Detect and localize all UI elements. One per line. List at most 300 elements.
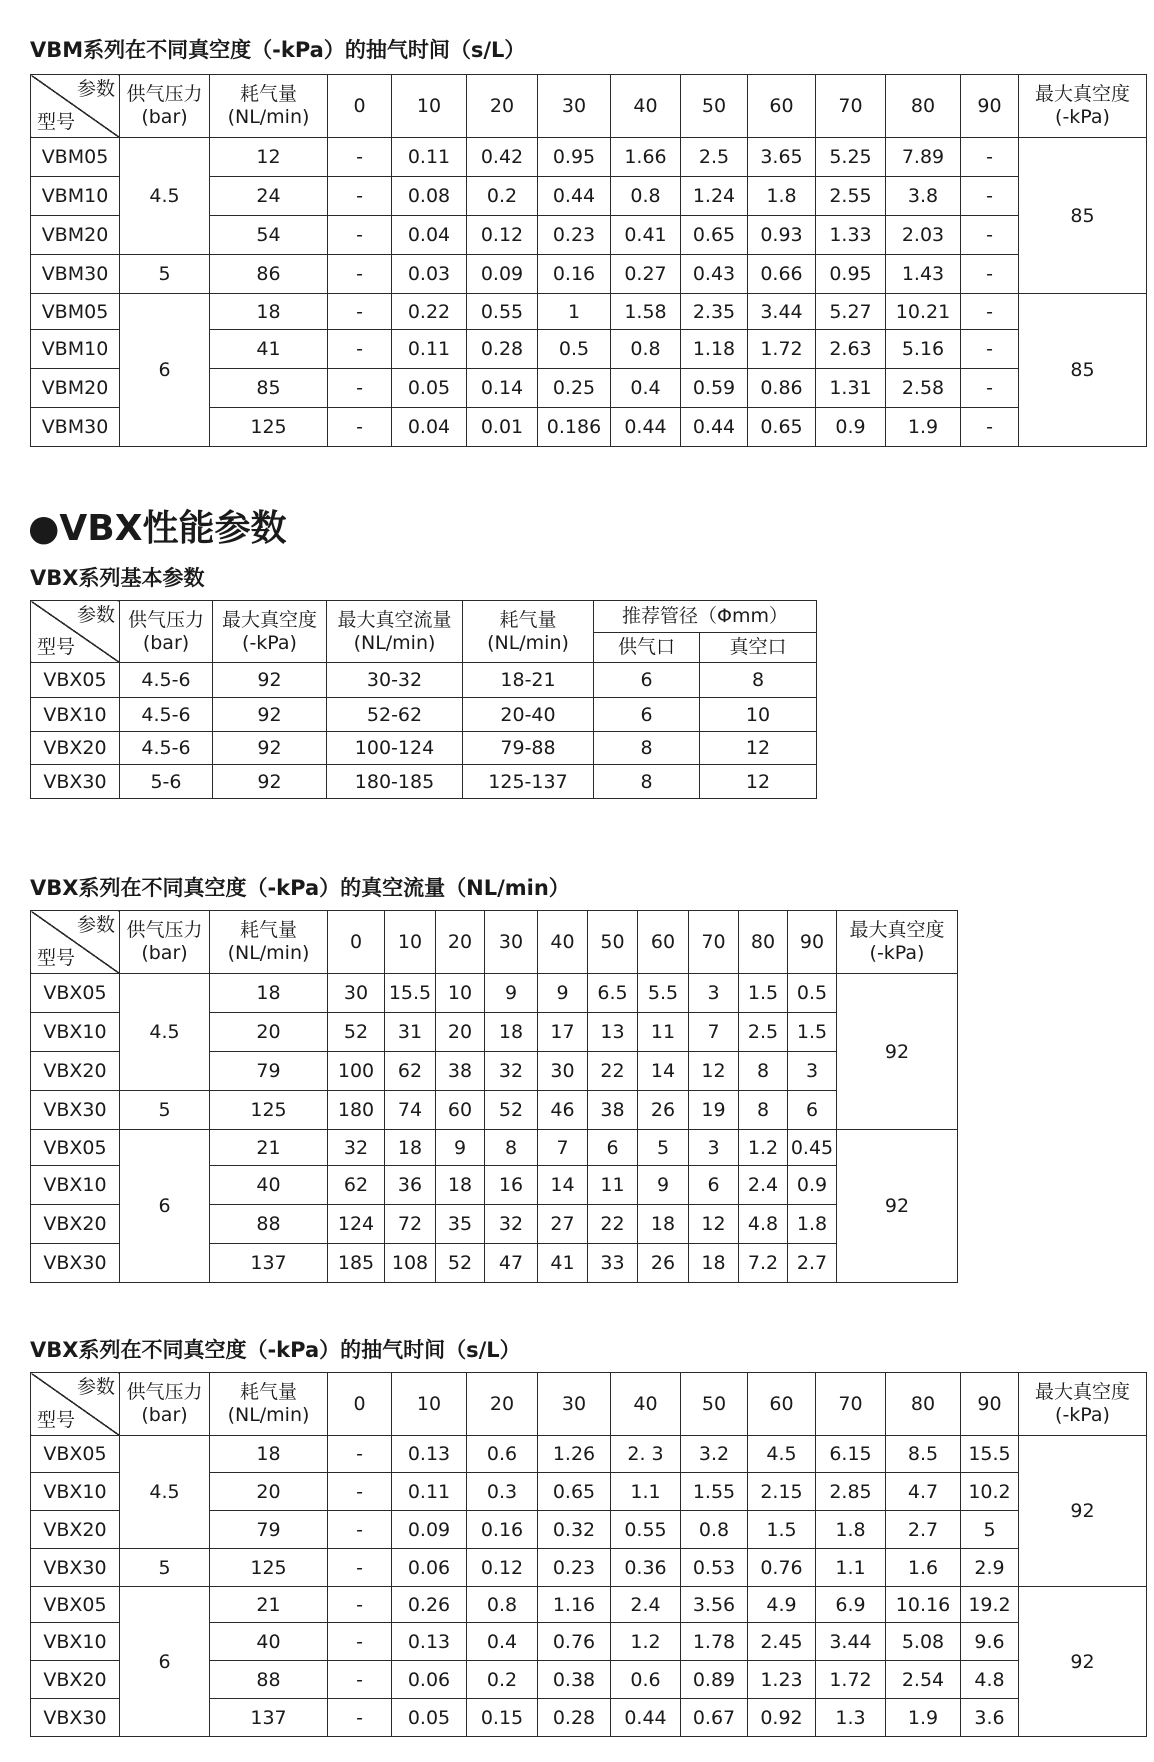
consumption-cell: 88	[210, 1205, 328, 1244]
value-cell: 0.44	[538, 177, 611, 216]
consumption-cell: 79-88	[463, 732, 594, 765]
pressure-cell: 5	[120, 1091, 210, 1130]
consumption-cell: 21	[210, 1587, 328, 1623]
value-cell: 33	[588, 1244, 638, 1283]
supply-port-cell: 8	[594, 765, 700, 799]
model-cell: VBX30	[31, 1091, 120, 1130]
value-cell: 0.11	[392, 330, 467, 369]
vacuum-port-cell: 12	[700, 732, 817, 765]
level-header: 80	[886, 75, 961, 138]
value-cell: 0.13	[392, 1623, 467, 1661]
table-row	[31, 1549, 1147, 1587]
table-row	[31, 732, 817, 765]
value-cell: 0.03	[392, 255, 467, 294]
value-cell: 2.4	[739, 1166, 788, 1205]
value-cell: 31	[385, 1013, 436, 1052]
vacuum-port-cell: 10	[700, 698, 817, 732]
value-cell: 0.65	[681, 216, 748, 255]
value-cell: 2. 3	[611, 1436, 681, 1473]
value-cell: 1.23	[748, 1661, 816, 1699]
value-cell: 0.59	[681, 369, 748, 408]
consumption-cell: 18-21	[463, 663, 594, 698]
value-cell: -	[961, 369, 1019, 408]
pressure-cell: 4.5	[120, 138, 210, 255]
value-cell: 5	[638, 1130, 689, 1166]
level-header: 60	[748, 75, 816, 138]
table-row	[31, 1436, 1147, 1473]
value-cell: 0.6	[611, 1661, 681, 1699]
value-cell: 0.8	[467, 1587, 538, 1623]
value-cell: 46	[538, 1091, 588, 1130]
value-cell: 13	[588, 1013, 638, 1052]
table-row	[31, 663, 817, 698]
value-cell: 0.38	[538, 1661, 611, 1699]
value-cell: 52	[485, 1091, 538, 1130]
max-vacuum-cell: 92	[213, 698, 327, 732]
model-label: 型号	[37, 636, 76, 658]
value-cell: 0.8	[681, 1511, 748, 1549]
pressure-cell: 4.5	[120, 974, 210, 1091]
level-header: 20	[467, 75, 538, 138]
value-cell: 0.12	[467, 216, 538, 255]
vbx-evac-time-table	[30, 1372, 1147, 1737]
level-header: 90	[788, 911, 837, 974]
consumption-cell: 21	[210, 1130, 328, 1166]
consumption-cell: 20	[210, 1013, 328, 1052]
model-cell: VBX05	[31, 1436, 120, 1473]
consumption-cell: 125	[210, 408, 328, 447]
value-cell: 18	[436, 1166, 485, 1205]
value-cell: 0.8	[611, 177, 681, 216]
value-cell: -	[328, 1511, 392, 1549]
level-header: 50	[681, 75, 748, 138]
model-label: 型号	[37, 947, 76, 969]
consumption-cell: 125-137	[463, 765, 594, 799]
vacuum-port-header: 真空口	[700, 633, 817, 663]
value-cell: 0.186	[538, 408, 611, 447]
value-cell: 0.11	[392, 1473, 467, 1511]
value-cell: -	[328, 1623, 392, 1661]
level-header: 90	[961, 1373, 1019, 1436]
value-cell: 2.58	[886, 369, 961, 408]
value-cell: 1.33	[816, 216, 886, 255]
value-cell: 1.3	[816, 1699, 886, 1737]
value-cell: 0.44	[681, 408, 748, 447]
value-cell: -	[328, 1436, 392, 1473]
value-cell: 22	[588, 1205, 638, 1244]
consumption-cell: 125	[210, 1549, 328, 1587]
value-cell: 0.76	[538, 1623, 611, 1661]
value-cell: 20	[436, 1013, 485, 1052]
level-header: 30	[485, 911, 538, 974]
level-header: 10	[385, 911, 436, 974]
consumption-cell: 86	[210, 255, 328, 294]
value-cell: 52	[328, 1013, 385, 1052]
value-cell: 0.66	[748, 255, 816, 294]
pressure-cell: 5	[120, 1549, 210, 1587]
value-cell: -	[961, 177, 1019, 216]
value-cell: 32	[328, 1130, 385, 1166]
value-cell: 4.8	[739, 1205, 788, 1244]
max-vacuum-cell: 92	[1019, 1436, 1147, 1587]
vbx-evac-time-title: VBX系列在不同真空度（-kPa）的抽气时间（s/L）	[30, 1338, 521, 1362]
model-cell: VBX20	[31, 1511, 120, 1549]
pressure-cell: 5-6	[120, 765, 213, 799]
value-cell: 5.25	[816, 138, 886, 177]
value-cell: 3.44	[748, 294, 816, 330]
vbx-section-title: ●VBX性能参数	[28, 508, 287, 549]
vbm-evac-time-table	[30, 74, 1147, 447]
level-header: 40	[611, 1373, 681, 1436]
value-cell: 0.4	[611, 369, 681, 408]
consumption-cell: 54	[210, 216, 328, 255]
value-cell: 0.12	[467, 1549, 538, 1587]
value-cell: -	[328, 1473, 392, 1511]
max-flow-cell: 30-32	[327, 663, 463, 698]
value-cell: -	[328, 1549, 392, 1587]
value-cell: 0.67	[681, 1699, 748, 1737]
value-cell: 1.72	[748, 330, 816, 369]
value-cell: 14	[638, 1052, 689, 1091]
value-cell: 18	[385, 1130, 436, 1166]
corner-header-cell	[31, 75, 120, 138]
value-cell: 0.16	[467, 1511, 538, 1549]
value-cell: 0.53	[681, 1549, 748, 1587]
value-cell: 2.63	[816, 330, 886, 369]
value-cell: -	[328, 1699, 392, 1737]
value-cell: 3.2	[681, 1436, 748, 1473]
pressure-cell: 6	[120, 1130, 210, 1283]
model-cell: VBM10	[31, 330, 120, 369]
value-cell: 26	[638, 1091, 689, 1130]
vbx-vacuum-flow-table	[30, 910, 958, 1283]
level-header: 20	[436, 911, 485, 974]
value-cell: 10.2	[961, 1473, 1019, 1511]
value-cell: 0.5	[538, 330, 611, 369]
vbx-basic-params-title: VBX系列基本参数	[30, 566, 205, 590]
model-cell: VBX30	[31, 765, 120, 799]
value-cell: 0.09	[467, 255, 538, 294]
value-cell: 0.55	[467, 294, 538, 330]
value-cell: 0.9	[816, 408, 886, 447]
level-header: 40	[611, 75, 681, 138]
value-cell: 8	[739, 1091, 788, 1130]
value-cell: -	[961, 294, 1019, 330]
value-cell: 22	[588, 1052, 638, 1091]
consumption-cell: 20-40	[463, 698, 594, 732]
value-cell: 0.22	[392, 294, 467, 330]
model-cell: VBX20	[31, 1661, 120, 1699]
value-cell: -	[328, 294, 392, 330]
value-cell: 18	[689, 1244, 739, 1283]
value-cell: 3	[689, 1130, 739, 1166]
table-row	[31, 1130, 958, 1166]
value-cell: -	[328, 1661, 392, 1699]
value-cell: 35	[436, 1205, 485, 1244]
value-cell: 17	[538, 1013, 588, 1052]
value-cell: 0.01	[467, 408, 538, 447]
model-cell: VBX10	[31, 1013, 120, 1052]
value-cell: 3.6	[961, 1699, 1019, 1737]
value-cell: 180	[328, 1091, 385, 1130]
value-cell: 2.7	[886, 1511, 961, 1549]
pressure-header: 供气压力 (bar)	[120, 601, 213, 663]
max-flow-cell: 100-124	[327, 732, 463, 765]
model-cell: VBM05	[31, 138, 120, 177]
model-cell: VBX05	[31, 1587, 120, 1623]
value-cell: 0.43	[681, 255, 748, 294]
value-cell: 60	[436, 1091, 485, 1130]
value-cell: 0.04	[392, 216, 467, 255]
value-cell: 62	[328, 1166, 385, 1205]
value-cell: 7.2	[739, 1244, 788, 1283]
value-cell: 2.55	[816, 177, 886, 216]
pressure-cell: 4.5-6	[120, 698, 213, 732]
value-cell: 1.8	[788, 1205, 837, 1244]
consumption-cell: 85	[210, 369, 328, 408]
pressure-cell: 4.5-6	[120, 732, 213, 765]
value-cell: 0.5	[788, 974, 837, 1013]
consumption-cell: 12	[210, 138, 328, 177]
model-cell: VBM30	[31, 255, 120, 294]
level-header: 60	[748, 1373, 816, 1436]
value-cell: 6	[788, 1091, 837, 1130]
value-cell: 0.05	[392, 369, 467, 408]
value-cell: 0.23	[538, 1549, 611, 1587]
model-label: 型号	[37, 1409, 76, 1431]
level-header: 90	[961, 75, 1019, 138]
value-cell: 108	[385, 1244, 436, 1283]
pressure-cell: 6	[120, 1587, 210, 1737]
value-cell: 0.89	[681, 1661, 748, 1699]
model-cell: VBM10	[31, 177, 120, 216]
value-cell: 1.58	[611, 294, 681, 330]
level-header: 10	[392, 1373, 467, 1436]
value-cell: 185	[328, 1244, 385, 1283]
value-cell: 11	[638, 1013, 689, 1052]
value-cell: -	[328, 216, 392, 255]
table-row	[31, 294, 1147, 330]
value-cell: -	[961, 255, 1019, 294]
value-cell: 32	[485, 1205, 538, 1244]
model-cell: VBX05	[31, 1130, 120, 1166]
pressure-cell: 4.5-6	[120, 663, 213, 698]
table-row	[31, 974, 958, 1013]
consumption-header: 耗气量 (NL/min)	[210, 75, 328, 138]
value-cell: 26	[638, 1244, 689, 1283]
value-cell: 0.16	[538, 255, 611, 294]
value-cell: 124	[328, 1205, 385, 1244]
value-cell: 8	[739, 1052, 788, 1091]
value-cell: 1.43	[886, 255, 961, 294]
value-cell: 10	[436, 974, 485, 1013]
value-cell: 8.5	[886, 1436, 961, 1473]
value-cell: 0.65	[748, 408, 816, 447]
level-header: 20	[467, 1373, 538, 1436]
value-cell: 2.03	[886, 216, 961, 255]
max-flow-cell: 52-62	[327, 698, 463, 732]
value-cell: 9	[638, 1166, 689, 1205]
consumption-cell: 79	[210, 1511, 328, 1549]
supply-port-cell: 6	[594, 663, 700, 698]
value-cell: 9	[485, 974, 538, 1013]
value-cell: 5	[961, 1511, 1019, 1549]
max-vacuum-cell: 92	[837, 974, 958, 1130]
value-cell: 0.28	[538, 1699, 611, 1737]
consumption-header: 耗气量 (NL/min)	[463, 601, 594, 663]
value-cell: 6	[588, 1130, 638, 1166]
value-cell: 0.55	[611, 1511, 681, 1549]
value-cell: 9	[436, 1130, 485, 1166]
value-cell: 2.45	[748, 1623, 816, 1661]
consumption-cell: 137	[210, 1699, 328, 1737]
value-cell: 11	[588, 1166, 638, 1205]
value-cell: 0.06	[392, 1549, 467, 1587]
level-header: 40	[538, 911, 588, 974]
value-cell: 0.36	[611, 1549, 681, 1587]
value-cell: 2.9	[961, 1549, 1019, 1587]
value-cell: 0.09	[392, 1511, 467, 1549]
level-header: 70	[816, 75, 886, 138]
level-header: 30	[538, 75, 611, 138]
value-cell: 2.35	[681, 294, 748, 330]
value-cell: -	[328, 1587, 392, 1623]
value-cell: -	[961, 330, 1019, 369]
level-header: 0	[328, 911, 385, 974]
value-cell: 1.5	[788, 1013, 837, 1052]
model-cell: VBX10	[31, 1473, 120, 1511]
supply-port-cell: 6	[594, 698, 700, 732]
level-header: 0	[328, 1373, 392, 1436]
model-cell: VBX20	[31, 1205, 120, 1244]
value-cell: 1.9	[886, 1699, 961, 1737]
vbx-basic-params-table	[30, 600, 817, 799]
supply-port-header: 供气口	[594, 633, 700, 663]
value-cell: 30	[328, 974, 385, 1013]
vbm-evac-time-title: VBM系列在不同真空度（-kPa）的抽气时间（s/L）	[30, 38, 526, 62]
value-cell: 4.8	[961, 1661, 1019, 1699]
model-cell: VBM05	[31, 294, 120, 330]
value-cell: 1.24	[681, 177, 748, 216]
level-header: 60	[638, 911, 689, 974]
value-cell: -	[328, 138, 392, 177]
table-row	[31, 698, 817, 732]
value-cell: 52	[436, 1244, 485, 1283]
value-cell: 100	[328, 1052, 385, 1091]
param-label: 参数	[76, 604, 115, 626]
value-cell: 1.1	[611, 1473, 681, 1511]
value-cell: 0.3	[467, 1473, 538, 1511]
table-row	[31, 1091, 958, 1130]
max-flow-header: 最大真空流量 (NL/min)	[327, 601, 463, 663]
value-cell: -	[328, 369, 392, 408]
max-vacuum-cell: 85	[1019, 294, 1147, 447]
value-cell: 0.95	[538, 138, 611, 177]
max-vacuum-header: 最大真空度 (-kPa)	[1019, 1373, 1147, 1436]
value-cell: 0.25	[538, 369, 611, 408]
value-cell: 0.26	[392, 1587, 467, 1623]
model-cell: VBX05	[31, 663, 120, 698]
value-cell: 36	[385, 1166, 436, 1205]
pressure-header: 供气压力 (bar)	[120, 911, 210, 974]
table-row	[31, 1587, 1147, 1623]
value-cell: 12	[689, 1205, 739, 1244]
value-cell: 1.5	[739, 974, 788, 1013]
max-vacuum-cell: 92	[1019, 1587, 1147, 1737]
value-cell: 0.15	[467, 1699, 538, 1737]
value-cell: 3.56	[681, 1587, 748, 1623]
value-cell: -	[328, 177, 392, 216]
corner-header-cell	[31, 1373, 120, 1436]
value-cell: 0.95	[816, 255, 886, 294]
param-label: 参数	[76, 78, 115, 100]
value-cell: 5.16	[886, 330, 961, 369]
value-cell: 10.21	[886, 294, 961, 330]
table-row	[31, 255, 1147, 294]
model-cell: VBX05	[31, 974, 120, 1013]
value-cell: 0.28	[467, 330, 538, 369]
value-cell: 0.92	[748, 1699, 816, 1737]
value-cell: 18	[485, 1013, 538, 1052]
model-cell: VBX10	[31, 1166, 120, 1205]
value-cell: 1.72	[816, 1661, 886, 1699]
value-cell: 19	[689, 1091, 739, 1130]
value-cell: -	[328, 255, 392, 294]
value-cell: -	[961, 138, 1019, 177]
model-label: 型号	[37, 111, 76, 133]
max-vacuum-cell: 92	[213, 765, 327, 799]
value-cell: 6	[689, 1166, 739, 1205]
value-cell: 1	[538, 294, 611, 330]
level-header: 0	[328, 75, 392, 138]
value-cell: 7	[689, 1013, 739, 1052]
value-cell: 47	[485, 1244, 538, 1283]
value-cell: 0.42	[467, 138, 538, 177]
param-label: 参数	[76, 1376, 115, 1398]
model-cell: VBX30	[31, 1549, 120, 1587]
value-cell: 3	[689, 974, 739, 1013]
value-cell: -	[961, 408, 1019, 447]
value-cell: 1.2	[739, 1130, 788, 1166]
value-cell: 1.5	[748, 1511, 816, 1549]
value-cell: 74	[385, 1091, 436, 1130]
value-cell: 1.1	[816, 1549, 886, 1587]
value-cell: 2.85	[816, 1473, 886, 1511]
consumption-cell: 40	[210, 1166, 328, 1205]
consumption-cell: 88	[210, 1661, 328, 1699]
vbx-vacuum-flow-title: VBX系列在不同真空度（-kPa）的真空流量（NL/min）	[30, 876, 570, 900]
value-cell: 0.2	[467, 177, 538, 216]
value-cell: 0.4	[467, 1623, 538, 1661]
level-header: 50	[588, 911, 638, 974]
value-cell: -	[328, 408, 392, 447]
value-cell: 0.11	[392, 138, 467, 177]
value-cell: 0.8	[611, 330, 681, 369]
value-cell: 1.6	[886, 1549, 961, 1587]
value-cell: 10.16	[886, 1587, 961, 1623]
supply-port-cell: 8	[594, 732, 700, 765]
value-cell: 6.5	[588, 974, 638, 1013]
consumption-header: 耗气量 (NL/min)	[210, 1373, 328, 1436]
value-cell: 0.44	[611, 408, 681, 447]
value-cell: 16	[485, 1166, 538, 1205]
value-cell: 2.5	[681, 138, 748, 177]
max-vacuum-cell: 92	[213, 732, 327, 765]
max-vacuum-header: 最大真空度 (-kPa)	[837, 911, 958, 974]
value-cell: 0.45	[788, 1130, 837, 1166]
level-header: 80	[739, 911, 788, 974]
value-cell: 7.89	[886, 138, 961, 177]
